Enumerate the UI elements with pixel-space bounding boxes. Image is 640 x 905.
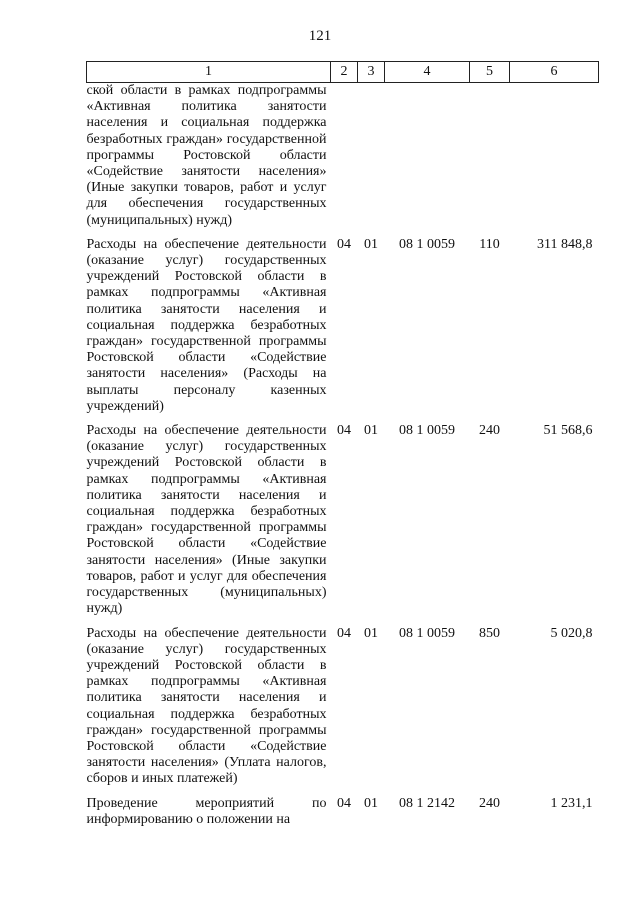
row-section: 04 — [337, 795, 351, 811]
table-row — [87, 237, 599, 415]
row-amount: 311 848,8 — [537, 236, 593, 252]
row-subsection: 01 — [364, 625, 378, 641]
row-expense-type: 240 — [479, 423, 500, 439]
table-row — [87, 423, 599, 617]
header-col-5: 5 — [470, 62, 510, 83]
row-description: Расходы на обеспечение деятельности (оказание услуг) государственных учреждений Ростовской области в рамках подпрограммы «Активная политика занятости населения и социальная поддержка безработных граждан» государственной программы Ростовской области «Содействие занятости населения» (Расходы на выплаты персоналу казенных учреждений) — [86, 236, 327, 414]
header-col-1: 1 — [87, 62, 331, 83]
row-target-article: 08 1 2142 — [399, 795, 455, 811]
header-col-4: 4 — [385, 62, 470, 83]
header-row — [87, 62, 599, 83]
row-amount: 51 568,6 — [543, 423, 593, 439]
row-target-article: 08 1 0059 — [399, 625, 455, 641]
row-description: Расходы на обеспечение деятельности (оказание услуг) государственных учреждений Ростовской области в рамках подпрограммы «Активная политика занятости населения и социальная поддержка безработных граждан» государственной программы Ростовской области «Содействие занятости населения» (Иные закупки товаров, работ и услуг для обеспечения государственных (муниципальных) нужд) — [86, 423, 327, 617]
row-expense-type: 110 — [479, 236, 500, 252]
row-amount: 1 231,1 — [550, 795, 593, 811]
row-description: Расходы на обеспечение деятельности (оказание услуг) государственных учреждений Ростовской области в рамках подпрограммы «Активная политика занятости населения и социальная поддержка безработных граждан» государственной программы Ростовской области «Содействие занятости населения» (Уплата налогов, сборов и иных платежей) — [86, 625, 327, 787]
table-row-continuation — [87, 83, 599, 229]
row-amount: 5 020,8 — [550, 625, 593, 641]
row-section: 04 — [337, 236, 351, 252]
row-section: 04 — [337, 423, 351, 439]
row-target-article: 08 1 0059 — [399, 423, 455, 439]
table-row — [87, 626, 599, 788]
table-row — [87, 796, 599, 828]
row-expense-type: 850 — [479, 625, 500, 641]
page-number: 121 — [308, 28, 332, 44]
row-target-article: 08 1 0059 — [399, 236, 455, 252]
header-col-6: 6 — [510, 62, 599, 83]
budget-table — [86, 61, 599, 828]
row-subsection: 01 — [364, 423, 378, 439]
header-col-2: 2 — [331, 62, 358, 83]
row-section: 04 — [337, 625, 351, 641]
row-description: Проведение мероприятий по информированию о положении на — [86, 795, 327, 827]
header-col-3: 3 — [358, 62, 385, 83]
row-subsection: 01 — [364, 236, 378, 252]
row-expense-type: 240 — [479, 795, 500, 811]
continuation-text: ской области в рамках подпрограммы «Активная политика занятости населения и социальная поддержка безработных граждан» государственной программы Ростовской области «Содействие занятости населения» (Иные закупки товаров, работ и услуг для обеспечения государственных (муниципальных) нужд) — [86, 83, 327, 228]
row-subsection: 01 — [364, 795, 378, 811]
